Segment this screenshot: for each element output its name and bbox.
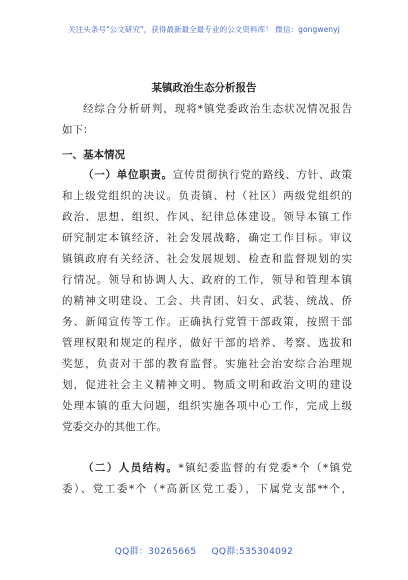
paragraph-staff [62,458,352,500]
top-banner: 关注头条号"公文研究"，获得最新最全最专业的公文资料库！ 微信：gongwenyj [68,25,340,34]
document-title: 某镇政治生态分析报告 [151,82,257,94]
paragraph-line: 党委交办的其他工作。 [62,421,167,433]
section-heading-basic: 一、基本情况 [62,149,125,161]
intro-paragraph [62,99,352,141]
paragraph-line: 政治、思想、组织、作风、纪律总体建设。领导本镇工作 [62,211,352,223]
paragraph-line: 务、新闻宣传等工作。正确执行党管干部政策，按照干部 [62,316,352,328]
paragraph-line [62,165,352,186]
paragraph-line: 镇镇政府有关经济、社会发展规划、检查和监督规划的实 [62,253,352,265]
paragraph-line: 的精神文明建设、工会、共青团、妇女、武装、统战、侨 [62,295,352,307]
paragraph-duties [62,165,352,438]
paragraph-line: 行情况。领导和协调人大、政府的工作，领导和管理本镇 [62,274,352,286]
paragraph-line: 处理本镇的重大问题，组织实施各项中心工作，完成上级 [62,400,352,412]
paragraph-line: 委）、党工委*个（*高新区党工委），下属党支部**个， [62,483,352,495]
paragraph-text: 宣传贯彻执行党的路线、方针、政策 [172,169,352,181]
subheading-staff: （二）人员结构。 [83,462,179,474]
paragraph-line: 和上级党组织的决议。负责镇、村（社区）两级党组织的 [62,190,352,202]
paragraph-text: *镇纪委监督的有党委*个（*镇党 [178,462,352,474]
footer-qq-group-2: QQ群:535304092 [211,547,294,557]
footer-qq-group-1: QQ群：30265665 [114,547,197,557]
paragraph-line: 研究制定本镇经济、社会发展战略，确定工作目标。审议 [62,232,352,244]
paragraph-line: 管理权限和规定的程序，做好干部的培养、考察、选拔和 [62,337,352,349]
subheading-duties: （一）单位职责。 [83,169,173,181]
intro-line: 经综合分析研判，现将*镇党委政治生态状况情况报告 [83,103,352,115]
paragraph-line [62,458,352,479]
footer [0,544,408,557]
paragraph-line: 奖惩，负责对干部的教育监督。实施社会治安综合治理规 [62,358,352,370]
paragraph-line: 划，促进社会主义精神文明、物质文明和政治文明的建设 [62,379,352,391]
intro-line: 如下： [62,124,94,136]
